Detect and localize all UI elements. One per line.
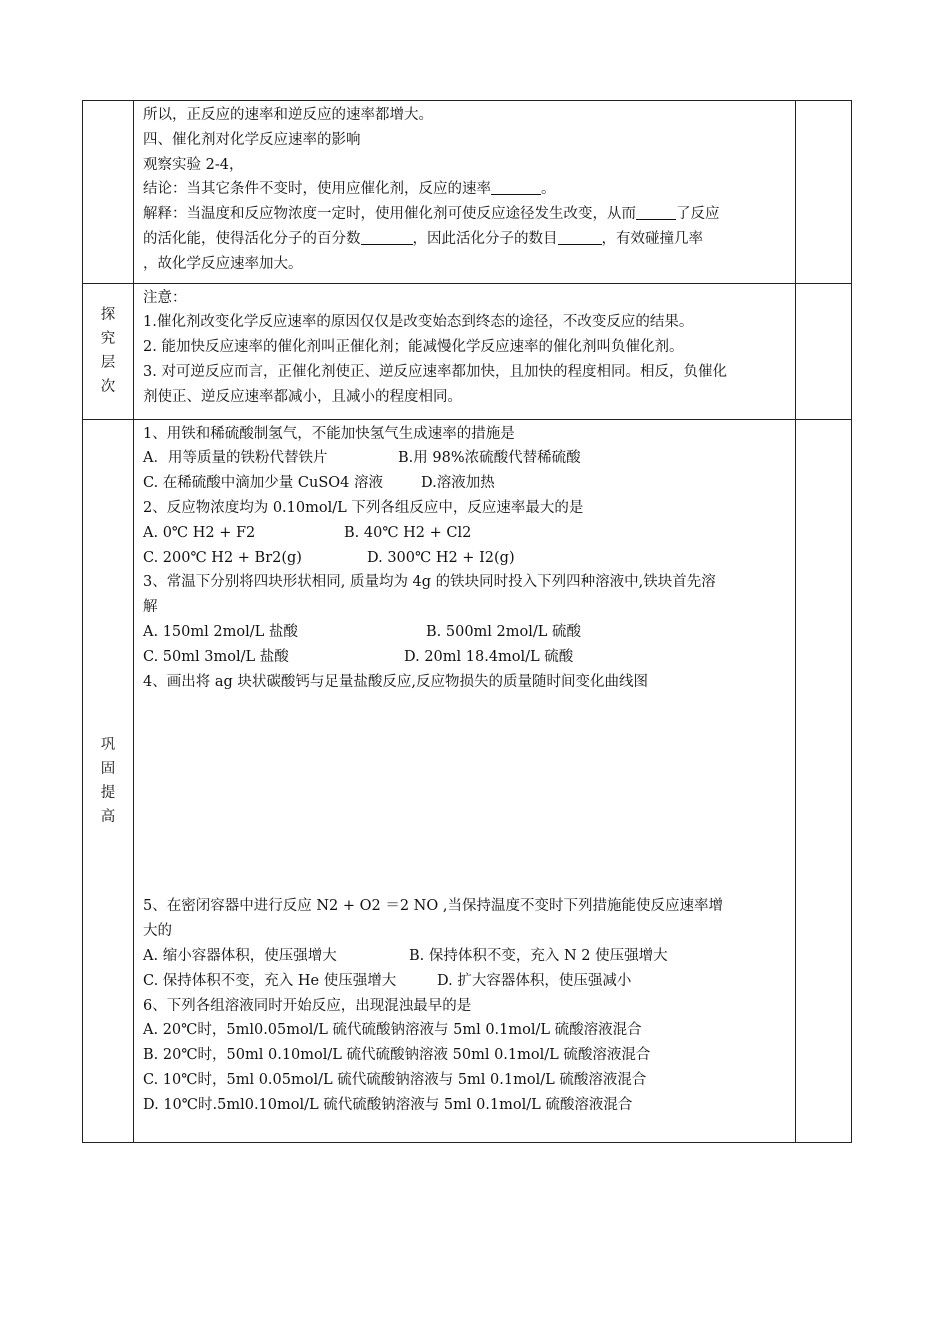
label-char: 究 [100, 331, 116, 348]
note-item: 剂使正、逆反应速率都减小，且减小的程度相同。 [143, 388, 462, 405]
option[interactable]: A．用等质量的铁粉代替铁片 [143, 450, 328, 467]
option[interactable]: B. 20℃时，50ml 0.10mol/L 硫代硫酸钠溶液 50ml 0.1mol/L 硫酸溶液混合 [143, 1047, 651, 1064]
text-fragment: ，因此活化分子的数目 [412, 230, 558, 247]
option-row [143, 446, 787, 471]
row-consolidate [83, 419, 852, 1142]
option[interactable]: B. 40℃ H2 + Cl2 [344, 524, 472, 541]
question-stem: 解 [143, 599, 158, 616]
option[interactable]: A. 150ml 2mol/L 盐酸 [143, 623, 298, 640]
fill-blank[interactable] [491, 178, 541, 195]
option[interactable]: B.用 98%浓硫酸代替稀硫酸 [398, 450, 581, 467]
option[interactable]: C. 200℃ H2 + Br2(g) [143, 549, 302, 566]
text-fragment: ，有效碰撞几率 [601, 230, 703, 247]
text-fragment: 的活化能，使得活化分子的百分数 [143, 230, 361, 247]
question-stem: 1、用铁和稀硫酸制氢气，不能加快氢气生成速率的措施是 [143, 425, 515, 442]
fill-blank[interactable] [361, 228, 413, 245]
row-consolidate-content [134, 419, 796, 1142]
option[interactable]: A. 0℃ H2 + F2 [143, 524, 256, 541]
option-row [143, 969, 787, 994]
note-item: 1.催化剂改变化学反应速率的原因仅仅是改变始态到终态的途径，不改变反应的结果。 [143, 314, 694, 331]
note-item: 3. 对可逆反应而言，正催化剂使正、逆反应速率都加快，且加快的程度相同。相反，负催化 [143, 363, 727, 380]
option-row [143, 620, 787, 645]
row-catalyst [83, 101, 852, 284]
option-row [143, 645, 787, 670]
text-fragment: 解释：当温度和反应物浓度一定时，使用催化剂可使反应途径发生改变，从而 [143, 206, 636, 223]
question-stem: 4、画出将 ag 块状碳酸钙与足量盐酸反应,反应物损失的质量随时间变化曲线图 [143, 673, 648, 690]
label-char: 探 [100, 307, 116, 324]
label-char: 巩 [100, 736, 116, 753]
conclusion-line [143, 177, 787, 202]
option[interactable]: D.溶液加热 [421, 475, 495, 492]
question-stem: 6、下列各组溶液同时开始反应，出现混浊最早的是 [143, 997, 472, 1014]
explanation-line [143, 227, 787, 252]
option[interactable]: C. 50ml 3mol/L 盐酸 [143, 648, 289, 665]
text-fragment: 。 [541, 181, 556, 198]
question-stem: 5、在密闭容器中进行反应 N2 + O2 ＝2 NO ,当保持温度不变时下列措施能使反应速率增 [143, 898, 723, 915]
row-explore-content [134, 283, 796, 419]
note-heading: 注意： [143, 289, 187, 306]
option-row [143, 944, 787, 969]
option[interactable]: D. 10℃时.5ml0.10mol/L 硫代硫酸钠溶液与 5ml 0.1mol/L 硫酸溶液混合 [143, 1096, 633, 1113]
drawing-area[interactable] [143, 694, 787, 894]
fill-blank[interactable] [558, 228, 602, 245]
text-line: 观察实验 2-4， [143, 156, 244, 173]
option[interactable]: C. 10℃时，5ml 0.05mol/L 硫代硫酸钠溶液与 5ml 0.1mol/L 硫酸溶液混合 [143, 1071, 647, 1088]
row-catalyst-label-cell [83, 101, 134, 284]
row-catalyst-content [134, 101, 796, 284]
row-explore-right-cell [796, 283, 852, 419]
label-char: 次 [100, 379, 116, 396]
row-explore [83, 283, 852, 419]
note-item: 2. 能加快反应速率的催化剂叫正催化剂；能减慢化学反应速率的催化剂叫负催化剂。 [143, 339, 684, 356]
option-row [143, 521, 787, 546]
label-char: 高 [100, 808, 116, 825]
text-line: ，故化学反应速率加大。 [143, 255, 303, 272]
row-catalyst-right-cell [796, 101, 852, 284]
option[interactable]: D. 扩大容器体积，使压强减小 [437, 972, 632, 989]
label-char: 层 [100, 355, 116, 372]
option[interactable]: A. 20℃时，5ml0.05mol/L 硫代硫酸钠溶液与 5ml 0.1mol/L 硫酸溶液混合 [143, 1022, 642, 1039]
text-line: 所以，正反应的速率和逆反应的速率都增大。 [143, 107, 433, 123]
option[interactable]: C. 在稀硫酸中滴加少量 CuSO4 溶液 [143, 475, 383, 492]
option[interactable]: A. 缩小容器体积，使压强增大 [143, 947, 337, 964]
label-char: 提 [100, 784, 116, 801]
lesson-table [82, 100, 852, 1143]
option[interactable]: C. 保持体积不变，充入 He 使压强增大 [143, 972, 397, 989]
text-fragment: 结论：当其它条件不变时，使用应催化剂，反应的速率 [143, 181, 491, 198]
section-heading: 四、催化剂对化学反应速率的影响 [143, 131, 361, 148]
question-stem: 大的 [143, 923, 172, 940]
option[interactable]: B. 500ml 2mol/L 硫酸 [426, 623, 582, 640]
option[interactable]: D. 300℃ H2 + I2(g) [367, 549, 515, 566]
label-char: 固 [100, 760, 116, 777]
text-fragment: 了反应 [676, 206, 720, 223]
row-consolidate-right-cell [796, 419, 852, 1142]
explanation-line [143, 202, 787, 227]
fill-blank[interactable] [636, 203, 676, 220]
option[interactable]: D. 20ml 18.4mol/L 硫酸 [404, 648, 574, 665]
row-explore-label [83, 283, 134, 419]
option-row [143, 471, 787, 496]
question-stem: 3、常温下分别将四块形状相同, 质量均为 4g 的铁块同时投入下列四种溶液中,铁块首先溶 [143, 574, 716, 591]
option[interactable]: B. 保持体积不变，充入 N 2 使压强增大 [409, 947, 668, 964]
row-consolidate-label [83, 419, 134, 1142]
option-row [143, 546, 787, 571]
question-stem: 2、反应物浓度均为 0.10mol/L 下列各组反应中，反应速率最大的是 [143, 499, 584, 516]
